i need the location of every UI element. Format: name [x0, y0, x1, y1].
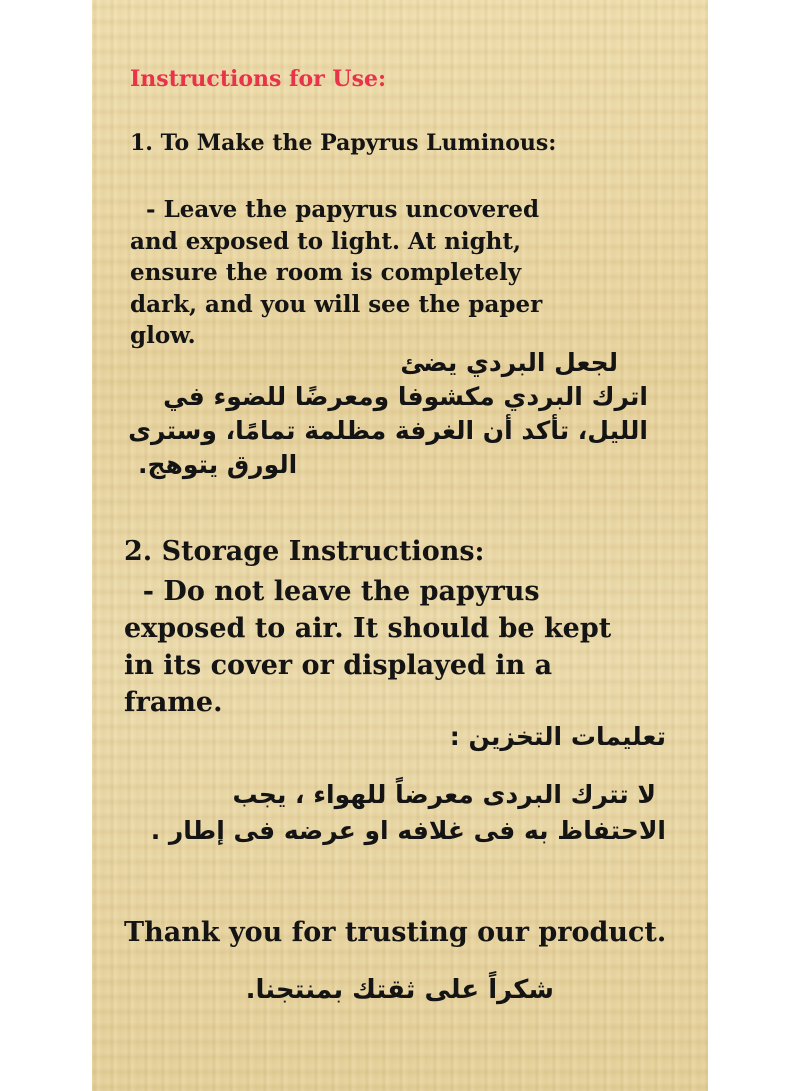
arabic-line: الليل، تأكد أن الغرفة مظلمة تمامًا، وسترى: [128, 416, 648, 445]
arabic-line: لا تترك البردى معرضاً للهواء ، يجب: [232, 780, 656, 809]
text-line: - Do not leave the papyrus: [124, 576, 540, 607]
text-line: - Leave the papyrus uncovered: [130, 196, 540, 223]
storage-instructions-arabic: [132, 777, 666, 849]
thank-you-arabic: شكراً على ثقتك بمنتجنا.: [245, 975, 554, 1005]
text-line: exposed to air. It should be kept: [124, 613, 612, 644]
arabic-line: اترك البردي مكشوفا ومعرضًا للضوء في: [163, 382, 648, 411]
luminous-instructions-english: [130, 194, 542, 352]
text-line: glow.: [130, 322, 196, 349]
luminous-heading: 1. To Make the Papyrus Luminous:: [130, 130, 557, 156]
text-line: frame.: [124, 687, 223, 718]
text-line: and exposed to light. At night,: [130, 227, 522, 255]
papyrus-card: [92, 0, 708, 1091]
instructions-title: Instructions for Use:: [130, 66, 387, 92]
text-line: ensure the room is completely: [130, 259, 522, 286]
storage-heading: 2. Storage Instructions:: [124, 536, 485, 567]
arabic-line: لجعل البردي يضئ: [400, 348, 618, 377]
luminous-instructions-arabic: [128, 346, 648, 482]
text-line: dark, and you will see the paper: [130, 290, 543, 318]
arabic-line: .الورق يتوهج: [138, 450, 298, 479]
storage-heading-arabic: تعليمات التخزين :: [449, 722, 666, 751]
thank-you-english: Thank you for trusting our product.: [124, 917, 667, 948]
storage-instructions-english: [124, 573, 611, 721]
arabic-line: الاحتفاظ به فى غلافه او عرضه فى إطار .: [150, 816, 666, 845]
text-line: in its cover or displayed in a: [124, 650, 553, 681]
